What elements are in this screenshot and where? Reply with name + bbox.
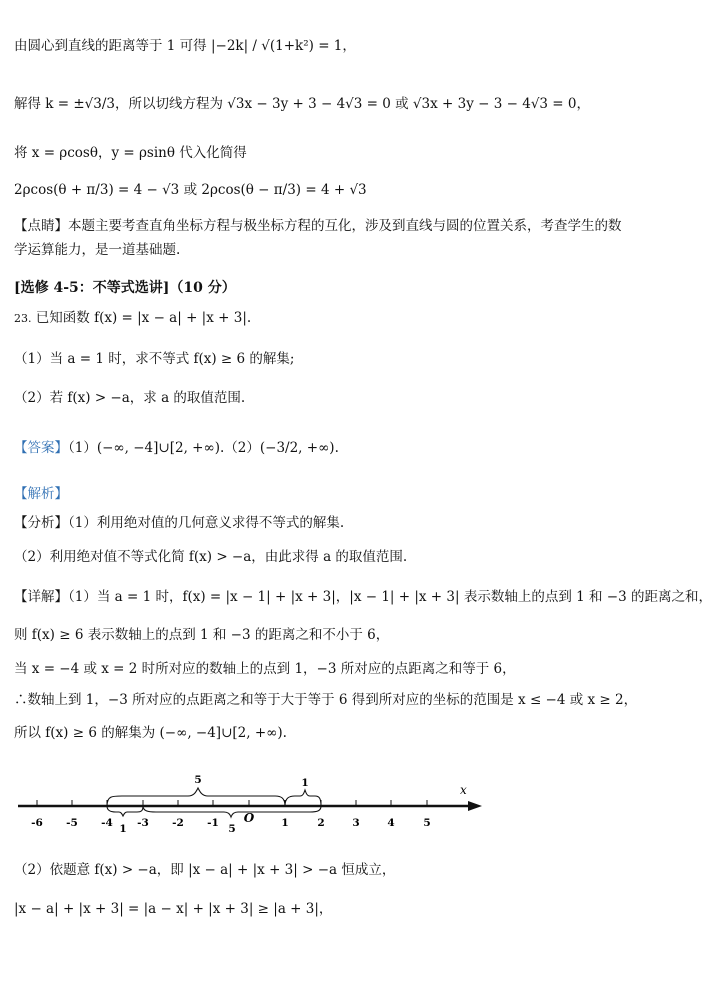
detail-line-2: 则 f(x) ≥ 6 表示数轴上的点到 1 和 −3 的距离之和不小于 6， [14, 627, 390, 643]
brace-top-small [285, 790, 321, 806]
tick-label: -1 [207, 817, 219, 829]
brace-bottom-small-label: 1 [119, 823, 127, 835]
axis-arrow [468, 801, 482, 811]
brace-top-large-label: 5 [194, 774, 202, 786]
tick-label: -2 [172, 817, 184, 829]
question-part-2: （2）若 f(x) > −a，求 a 的取值范围. [14, 390, 246, 406]
tick-label: 3 [352, 817, 360, 829]
part2-line-1: （2）依题意 f(x) > −a，即 |x − a| + |x + 3| > −a 恒成立， [14, 862, 396, 878]
question-stem [14, 308, 630, 329]
analysis-line-2: （2）利用绝对值不等式化简 f(x) > −a，由此求得 a 的取值范围. [14, 549, 408, 565]
answer-tag: 【答案】 [14, 440, 68, 456]
tick-label: -4 [101, 817, 113, 829]
detail-line-3: 当 x = −4 或 x = 2 时所对应的数轴上的点到 1，−3 所对应的点距离之和等于 6， [14, 661, 516, 677]
tick-label: -5 [66, 817, 78, 829]
detail-line-1: 【详解】（1）当 a = 1 时，f(x) = |x − 1| + |x + 3|，|x − 1| + |x + 3| 表示数轴上的点到 1 和 −3 的距离之和， [14, 589, 712, 605]
axis-label-x: x [460, 783, 467, 797]
tick-label: -6 [31, 817, 43, 829]
part2-line-2: |x − a| + |x + 3| = |a − x| + |x + 3| ≥ |a + 3|， [14, 901, 333, 917]
brace-bottom-small [107, 806, 143, 816]
origin-label: O [243, 811, 255, 825]
line-distance-condition: 由圆心到直线的距离等于 1 可得 |−2k| / √(1+k²) = 1， [14, 38, 356, 54]
analysis-tag: 【解析】 [14, 486, 68, 502]
number-line-figure [0, 770, 640, 840]
brace-bottom-large [143, 806, 321, 817]
detail-line-5: 所以 f(x) ≥ 6 的解集为 (−∞, −4]∪[2, +∞). [14, 725, 287, 741]
tick-label: 1 [281, 817, 289, 829]
question-text: 已知函数 f(x) = |x − a| + |x + 3|. [35, 310, 252, 326]
line-substitute: 将 x = ρcosθ，y = ρsinθ 代入化简得 [14, 145, 247, 161]
tick-label: 4 [387, 817, 395, 829]
answer-line [14, 438, 630, 458]
answer-text: （1）(−∞, −4]∪[2, +∞).（2）(−3/2, +∞). [68, 440, 339, 456]
tick-label: -3 [137, 817, 149, 829]
line-comment: 【点睛】本题主要考查直角坐标方程与极坐标方程的互化，涉及到直线与圆的位置关系，考查学生的数学运算能力，是一道基础题. [14, 218, 622, 258]
line-polar-equations: 2ρcos(θ + π/3) = 4 − √3 或 2ρcos(θ − π/3) = 4 + √3 [14, 182, 367, 198]
brace-top-small-label: 1 [301, 777, 309, 789]
brace-bottom-large-label: 5 [228, 823, 236, 835]
section-heading: [选修 4-5：不等式选讲]（10 分） [14, 280, 236, 296]
brace-top-large [107, 788, 285, 806]
tick-label: 2 [317, 817, 325, 829]
question-part-1: （1）当 a = 1 时，求不等式 f(x) ≥ 6 的解集; [14, 351, 295, 367]
analysis-line-1: 【分析】（1）利用绝对值的几何意义求得不等式的解集. [14, 515, 345, 531]
line-solve-k: 解得 k = ±√3/3，所以切线方程为 √3x − 3y + 3 − 4√3 = 0 或 √3x + 3y − 3 − 4√3 = 0， [14, 96, 590, 112]
detail-line-4: ∴数轴上到 1，−3 所对应的点距离之和等于大于等于 6 得到所对应的坐标的范围是 x ≤ −4 或 x ≥ 2， [14, 692, 638, 708]
tick-label: 5 [423, 817, 431, 829]
question-number: 23. [14, 312, 32, 325]
